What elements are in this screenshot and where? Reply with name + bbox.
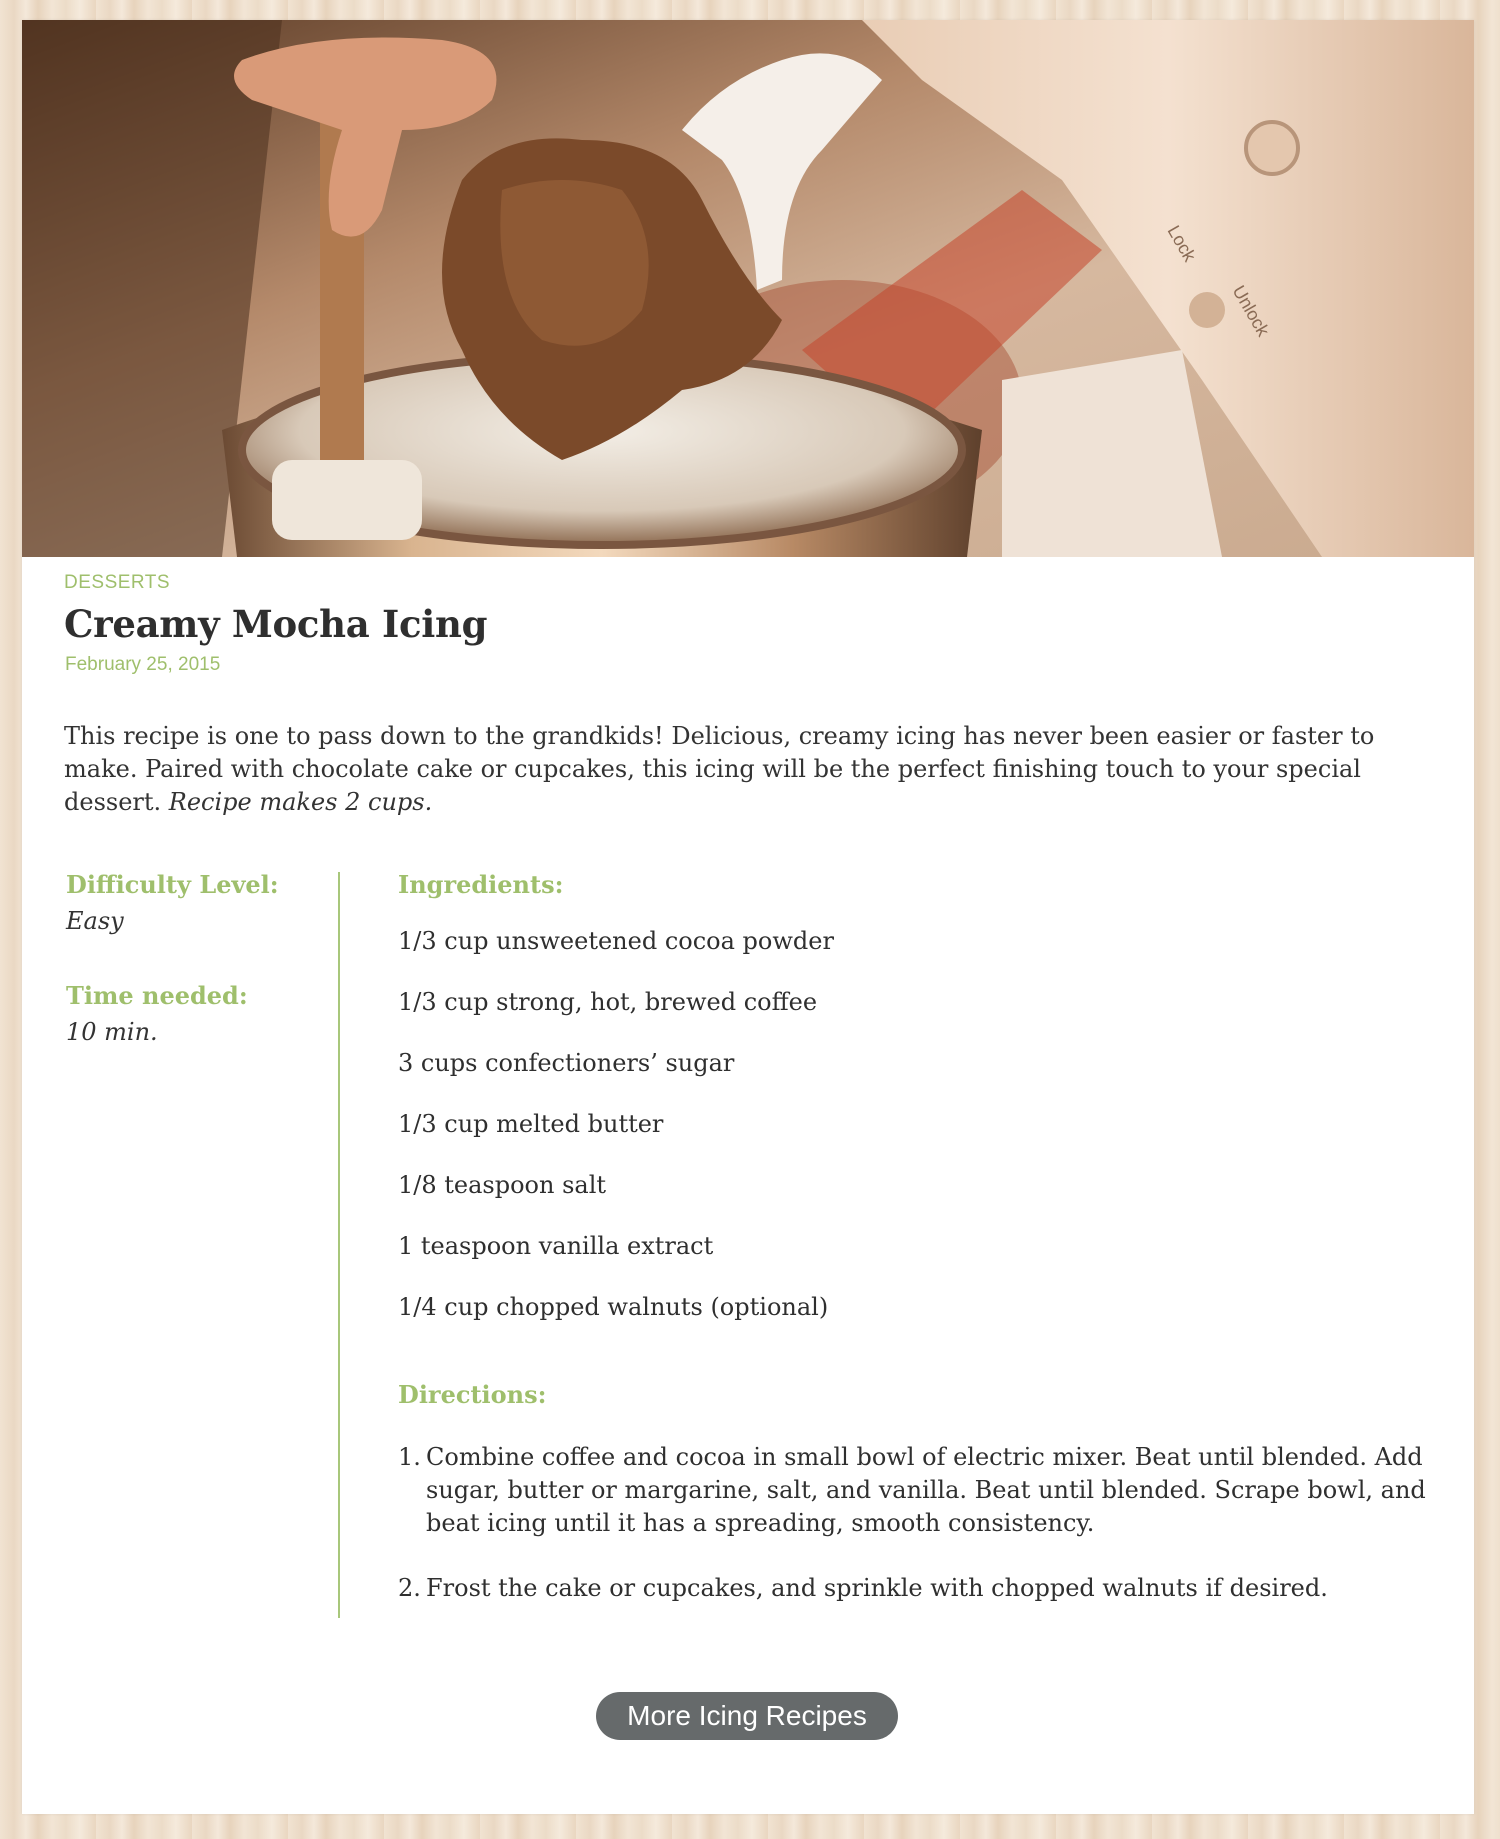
- mixer-lock-label: Lock: [1163, 222, 1200, 265]
- recipe-yield: Recipe makes 2 cups.: [168, 788, 433, 816]
- ingredients-label: Ingredients:: [398, 870, 564, 899]
- recipe-intro: [64, 720, 1444, 819]
- ingredient-item: 1/8 teaspoon salt: [398, 1171, 607, 1199]
- recipe-card: [22, 20, 1474, 1814]
- directions-list: [398, 1441, 1448, 1605]
- mixer-unlock-label: Unlock: [1228, 282, 1274, 340]
- ingredient-item: 1 teaspoon vanilla extract: [398, 1232, 714, 1260]
- recipe-meta: [66, 870, 306, 1046]
- hero-image: [22, 20, 1474, 557]
- direction-step: [398, 1572, 1448, 1605]
- directions-label: Directions:: [398, 1380, 547, 1409]
- direction-step-number: 2.: [398, 1574, 421, 1602]
- recipe-date: February 25, 2015: [65, 654, 221, 675]
- difficulty-value: Easy: [66, 907, 124, 935]
- direction-step-text: Frost the cake or cupcakes, and sprinkle with chopped walnuts if desired.: [426, 1574, 1328, 1602]
- difficulty-label: Difficulty Level:: [66, 870, 279, 899]
- difficulty-block: [66, 870, 306, 935]
- time-value: 10 min.: [66, 1018, 158, 1046]
- recipe-title: Creamy Mocha Icing: [64, 602, 488, 646]
- ingredients-list: [398, 927, 1448, 1354]
- ingredient-item: 1/3 cup melted butter: [398, 1110, 664, 1138]
- ingredient-item: 1/3 cup strong, hot, brewed coffee: [398, 988, 818, 1016]
- recipe-intro-text: This recipe is one to pass down to the grandkids! Delicious, creamy icing has never been easier or faster to make. Paired with chocolate cake or cupcakes, this icing will be the perfect finishing touch to your special dessert.: [64, 722, 1375, 816]
- more-icing-recipes-button[interactable]: More Icing Recipes: [596, 1692, 898, 1740]
- recipe-category[interactable]: DESSERTS: [64, 572, 171, 593]
- recipe-body: [398, 870, 1448, 1605]
- direction-step-text: Combine coffee and cocoa in small bowl of electric mixer. Beat until blended. Add sugar, butter or margarine, salt, and vanilla. Beat until blended. Scrape bowl, and beat icing until it has a spreading, smooth consistency.: [426, 1443, 1426, 1537]
- column-divider: [338, 872, 340, 1618]
- ingredient-item: 1/4 cup chopped walnuts (optional): [398, 1293, 829, 1321]
- time-label: Time needed:: [66, 981, 248, 1010]
- direction-step-number: 1.: [398, 1443, 421, 1471]
- ingredient-item: 3 cups confectioners’ sugar: [398, 1049, 735, 1077]
- direction-step: [398, 1441, 1448, 1540]
- ingredient-item: 1/3 cup unsweetened cocoa powder: [398, 927, 834, 955]
- mixer-photo-illustration: [22, 20, 1474, 557]
- time-block: [66, 981, 306, 1046]
